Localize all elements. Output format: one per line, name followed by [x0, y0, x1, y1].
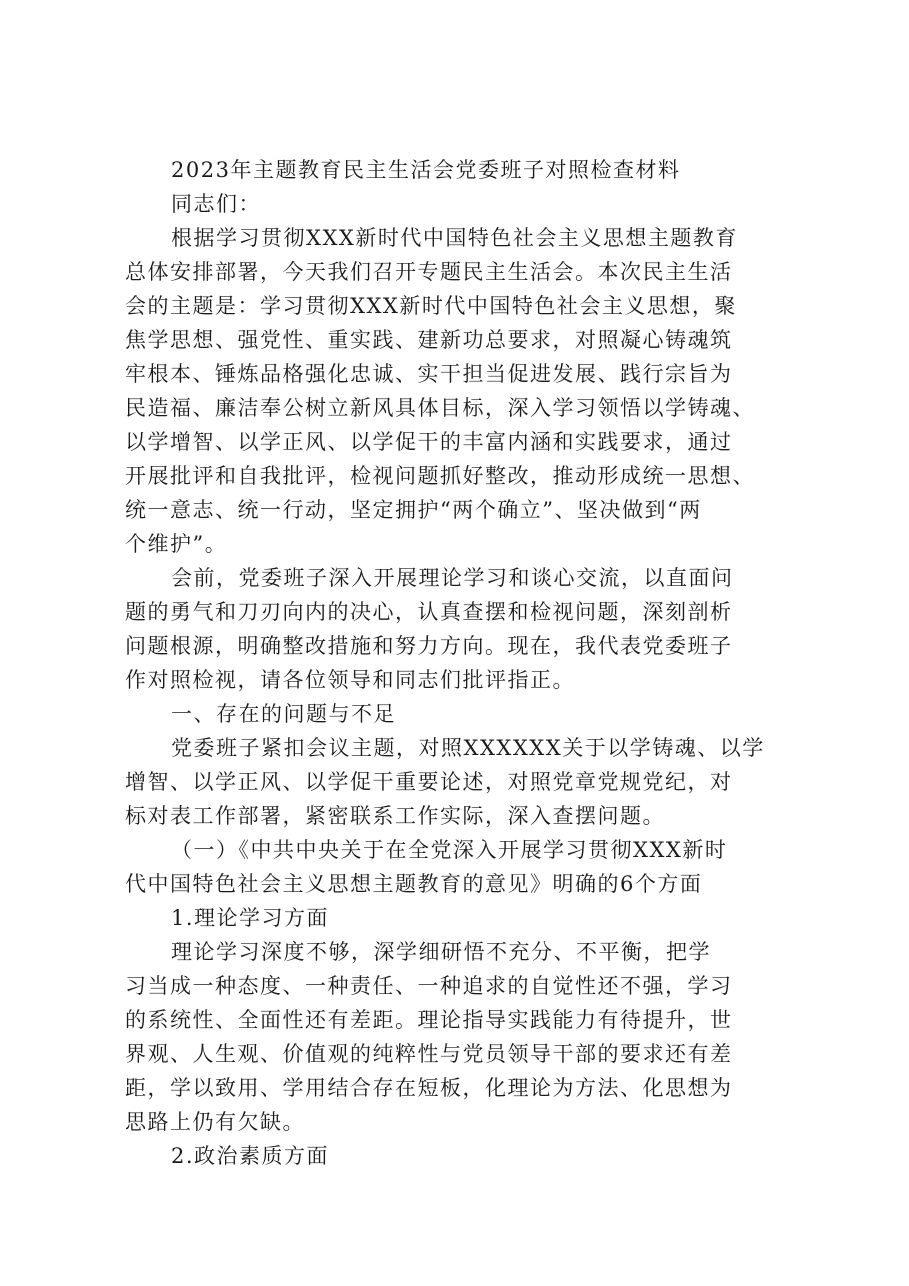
- paragraph-line: 思路上仍有欠缺。: [125, 1110, 305, 1134]
- paragraph-line: （一）《中共中央关于在全党深入开展学习贯彻XXX新时: [171, 838, 728, 862]
- paragraph-line: 总体安排部署，今天我们召开专题民主生活会。本次民主生活: [125, 260, 733, 284]
- section-heading: 一、存在的问题与不足: [171, 702, 396, 726]
- paragraph-line: 代中国特色社会主义思想主题教育的意见》明确的6个方面: [125, 872, 703, 896]
- paragraph-line: 题的勇气和刀刃向内的决心，认真查摆和检视问题，深刻剖析: [125, 600, 733, 624]
- item-heading: 1.理论学习方面: [171, 906, 330, 930]
- item-heading: 2.政治素质方面: [171, 1144, 330, 1168]
- salutation: 同志们：: [171, 192, 261, 216]
- paragraph-line: 个维护”。: [125, 532, 228, 556]
- document-title: 2023年主题教育民主生活会党委班子对照检查材料: [171, 158, 681, 182]
- paragraph-line: 会的主题是：学习贯彻XXX新时代中国特色社会主义思想，聚: [125, 294, 737, 318]
- paragraph-line: 开展批评和自我批评，检视问题抓好整改，推动形成统一思想、: [125, 464, 755, 488]
- paragraph-line: 界观、人生观、价值观的纯粹性与党员领导干部的要求还有差: [125, 1042, 733, 1066]
- paragraph-line: 的系统性、全面性还有差距。理论指导实践能力有待提升，世: [125, 1008, 733, 1032]
- paragraph-line: 民造福、廉洁奉公树立新风具体目标，深入学习领悟以学铸魂、: [125, 396, 755, 420]
- paragraph-line: 党委班子紧扣会议主题，对照XXXXXX关于以学铸魂、以学: [171, 736, 765, 760]
- paragraph-line: 理论学习深度不够，深学细研悟不充分、不平衡，把学: [171, 940, 711, 964]
- paragraph-line: 距，学以致用、学用结合存在短板，化理论为方法、化思想为: [125, 1076, 733, 1100]
- paragraph-line: 统一意志、统一行动，坚定拥护“两个确立”、坚决做到“两: [125, 498, 702, 522]
- paragraph-line: 问题根源，明确整改措施和努力方向。现在，我代表党委班子: [125, 634, 733, 658]
- paragraph-line: 习当成一种态度、一种责任、一种追求的自觉性还不强，学习: [125, 974, 733, 998]
- paragraph-line: 焦学思想、强党性、重实践、建新功总要求，对照凝心铸魂筑: [125, 328, 733, 352]
- paragraph-line: 牢根本、锤炼品格强化忠诚、实干担当促进发展、践行宗旨为: [125, 362, 733, 386]
- paragraph-line: 作对照检视，请各位领导和同志们批评指正。: [125, 668, 575, 692]
- paragraph-line: 标对表工作部署，紧密联系工作实际，深入查摆问题。: [125, 804, 665, 828]
- paragraph-line: 以学增智、以学正风、以学促干的丰富内涵和实践要求，通过: [125, 430, 733, 454]
- paragraph-line: 会前，党委班子深入开展理论学习和谈心交流，以直面问: [171, 566, 734, 590]
- paragraph-line: 根据学习贯彻XXX新时代中国特色社会主义思想主题教育: [171, 226, 738, 250]
- paragraph-line: 增智、以学正风、以学促干重要论述，对照党章党规党纪，对: [125, 770, 733, 794]
